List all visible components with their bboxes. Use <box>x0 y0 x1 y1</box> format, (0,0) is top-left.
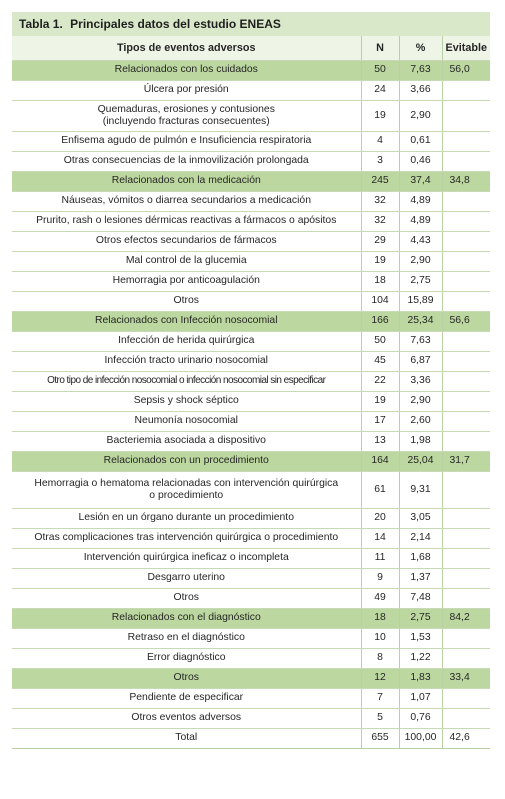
category-row <box>12 60 490 80</box>
cell-pct: 7,63 <box>399 331 442 351</box>
cell-n: 20 <box>361 508 399 528</box>
cell-type <box>12 60 361 80</box>
table-row <box>12 588 490 608</box>
cell-n: 166 <box>361 311 399 331</box>
category-row <box>12 171 490 191</box>
table-row <box>12 331 490 351</box>
cell-type <box>12 548 361 568</box>
cell-type <box>12 668 361 688</box>
cell-type <box>12 131 361 151</box>
cell-evitable <box>442 628 490 648</box>
cell-pct: 1,37 <box>399 568 442 588</box>
table-row <box>12 431 490 451</box>
table-row <box>12 391 490 411</box>
cell-evitable: 56,0 <box>442 60 490 80</box>
cell-pct: 9,31 <box>399 471 442 508</box>
cell-n: 11 <box>361 548 399 568</box>
cell-pct: 4,43 <box>399 231 442 251</box>
category-row <box>12 608 490 628</box>
event-label: Náuseas, vómitos o diarrea secundarios a medicación <box>61 195 311 206</box>
event-label-line2: (incluyendo fracturas consecuentes) <box>102 115 270 127</box>
header-evitable: Evitable <box>442 36 490 60</box>
event-label: Úlcera por presión <box>143 84 229 95</box>
table-body <box>12 60 490 748</box>
cell-evitable <box>442 391 490 411</box>
cell-pct: 37,4 <box>399 171 442 191</box>
cell-pct: 4,89 <box>399 191 442 211</box>
cell-pct: 2,90 <box>399 391 442 411</box>
cell-n: 164 <box>361 451 399 471</box>
cell-evitable <box>442 100 490 131</box>
cell-evitable <box>442 528 490 548</box>
cell-evitable: 34,8 <box>442 171 490 191</box>
cell-type <box>12 431 361 451</box>
table-row <box>12 211 490 231</box>
cell-n: 50 <box>361 331 399 351</box>
cell-type <box>12 688 361 708</box>
cell-pct: 15,89 <box>399 291 442 311</box>
cell-evitable <box>442 588 490 608</box>
table-row <box>12 151 490 171</box>
event-label: Total <box>175 732 198 743</box>
cell-evitable <box>442 131 490 151</box>
caption-title: Principales datos del estudio ENEAS <box>70 17 281 31</box>
table-row <box>12 548 490 568</box>
cell-type <box>12 80 361 100</box>
event-label: Prurito, rash o lesiones dérmicas reactivas a fármacos o apósitos <box>36 215 337 226</box>
event-label: Relacionados con el diagnóstico <box>111 612 261 623</box>
cell-type <box>12 728 361 748</box>
event-label: Error diagnóstico <box>146 652 226 663</box>
cell-n: 10 <box>361 628 399 648</box>
table-row <box>12 351 490 371</box>
event-label: Otros <box>173 295 199 306</box>
cell-evitable <box>442 231 490 251</box>
category-row <box>12 311 490 331</box>
table-row <box>12 568 490 588</box>
cell-type <box>12 311 361 331</box>
cell-type <box>12 391 361 411</box>
cell-type <box>12 648 361 668</box>
cell-type <box>12 171 361 191</box>
cell-type <box>12 151 361 171</box>
cell-pct: 25,04 <box>399 451 442 471</box>
cell-evitable: 84,2 <box>442 608 490 628</box>
cell-n: 45 <box>361 351 399 371</box>
cell-pct: 3,05 <box>399 508 442 528</box>
cell-pct: 1,98 <box>399 431 442 451</box>
cell-type <box>12 211 361 231</box>
cell-evitable <box>442 708 490 728</box>
cell-type <box>12 568 361 588</box>
header-pct: % <box>399 36 442 60</box>
event-label: Otros efectos secundarios de fármacos <box>95 235 277 246</box>
event-label: Retraso en el diagnóstico <box>127 632 245 643</box>
cell-evitable: 33,4 <box>442 668 490 688</box>
cell-type <box>12 331 361 351</box>
table-row <box>12 271 490 291</box>
cell-type <box>12 608 361 628</box>
cell-n: 22 <box>361 371 399 391</box>
cell-evitable <box>442 271 490 291</box>
event-label: Desgarro uterino <box>147 572 225 583</box>
event-label: Infección tracto urinario nosocomial <box>104 355 268 366</box>
cell-n: 24 <box>361 80 399 100</box>
adverse-events-table <box>12 36 490 749</box>
header-row <box>12 36 490 60</box>
cell-pct: 100,00 <box>399 728 442 748</box>
cell-type <box>12 231 361 251</box>
cell-pct: 25,34 <box>399 311 442 331</box>
cell-type <box>12 708 361 728</box>
cell-n: 32 <box>361 191 399 211</box>
cell-pct: 6,87 <box>399 351 442 371</box>
event-label: Enfisema agudo de pulmón e Insuficiencia respiratoria <box>61 135 312 146</box>
cell-evitable <box>442 351 490 371</box>
cell-n: 14 <box>361 528 399 548</box>
cell-pct: 1,07 <box>399 688 442 708</box>
cell-evitable <box>442 80 490 100</box>
event-label: Hemorragia o hematoma relacionadas con intervención quirúrgica <box>34 477 339 489</box>
cell-n: 12 <box>361 668 399 688</box>
category-row <box>12 668 490 688</box>
cell-pct: 0,61 <box>399 131 442 151</box>
cell-evitable <box>442 688 490 708</box>
cell-evitable <box>442 251 490 271</box>
table-row <box>12 528 490 548</box>
cell-pct: 2,14 <box>399 528 442 548</box>
event-label: Relacionados con Infección nosocomial <box>94 315 278 326</box>
table-row <box>12 100 490 131</box>
cell-evitable <box>442 211 490 231</box>
event-label: Otras consecuencias de la inmovilización prolongada <box>63 155 309 166</box>
table-row <box>12 131 490 151</box>
event-label: Mal control de la glucemia <box>125 255 247 266</box>
cell-type <box>12 508 361 528</box>
event-label: Otros eventos adversos <box>131 712 242 723</box>
table-row <box>12 80 490 100</box>
cell-evitable <box>442 548 490 568</box>
cell-pct: 2,90 <box>399 100 442 131</box>
cell-type <box>12 411 361 431</box>
category-row <box>12 451 490 471</box>
cell-type <box>12 528 361 548</box>
event-label: Relacionados con los cuidados <box>114 64 258 75</box>
event-label: Sepsis y shock séptico <box>133 395 239 406</box>
event-label: Otros <box>173 672 199 683</box>
cell-n: 655 <box>361 728 399 748</box>
event-label: Otro tipo de infección nosocomial o infección nosocomial sin especificar <box>47 375 326 386</box>
cell-pct: 2,75 <box>399 608 442 628</box>
cell-evitable <box>442 151 490 171</box>
cell-n: 4 <box>361 131 399 151</box>
event-label: Infección de herida quirúrgica <box>118 335 255 346</box>
cell-pct: 0,46 <box>399 151 442 171</box>
cell-type <box>12 628 361 648</box>
cell-pct: 1,22 <box>399 648 442 668</box>
cell-type <box>12 291 361 311</box>
cell-n: 7 <box>361 688 399 708</box>
cell-pct: 0,76 <box>399 708 442 728</box>
table-caption <box>12 12 490 36</box>
table-row <box>12 708 490 728</box>
cell-pct: 3,36 <box>399 371 442 391</box>
cell-n: 19 <box>361 251 399 271</box>
cell-evitable <box>442 648 490 668</box>
cell-pct: 1,83 <box>399 668 442 688</box>
cell-n: 32 <box>361 211 399 231</box>
table-row <box>12 471 490 508</box>
cell-n: 49 <box>361 588 399 608</box>
cell-evitable <box>442 291 490 311</box>
cell-evitable <box>442 471 490 508</box>
cell-pct: 1,68 <box>399 548 442 568</box>
cell-type <box>12 371 361 391</box>
cell-n: 50 <box>361 60 399 80</box>
cell-evitable <box>442 331 490 351</box>
cell-type <box>12 100 361 131</box>
event-label: Relacionados con un procedimiento <box>103 455 269 466</box>
cell-evitable <box>442 568 490 588</box>
event-label: Intervención quirúrgica ineficaz o incompleta <box>83 552 289 563</box>
cell-evitable: 31,7 <box>442 451 490 471</box>
cell-n: 19 <box>361 100 399 131</box>
cell-evitable: 42,6 <box>442 728 490 748</box>
cell-type <box>12 451 361 471</box>
table-row <box>12 191 490 211</box>
cell-n: 29 <box>361 231 399 251</box>
event-label: Bacteriemia asociada a dispositivo <box>106 435 266 446</box>
cell-pct: 4,89 <box>399 211 442 231</box>
cell-evitable <box>442 371 490 391</box>
cell-type <box>12 351 361 371</box>
cell-pct: 2,90 <box>399 251 442 271</box>
table-row <box>12 231 490 251</box>
event-label: Hemorragia por anticoagulación <box>112 275 260 286</box>
header-type: Tipos de eventos adversos <box>12 36 361 60</box>
event-label: Relacionados con la medicación <box>111 175 261 186</box>
event-label: Pendiente de especificar <box>129 692 244 703</box>
event-label: Otras complicaciones tras intervención quirúrgica o procedimiento <box>34 532 339 543</box>
cell-n: 104 <box>361 291 399 311</box>
cell-n: 245 <box>361 171 399 191</box>
cell-n: 3 <box>361 151 399 171</box>
event-label: Neumonía nosocomial <box>134 415 238 426</box>
cell-pct: 1,53 <box>399 628 442 648</box>
cell-pct: 3,66 <box>399 80 442 100</box>
cell-evitable <box>442 431 490 451</box>
table-container <box>12 12 490 749</box>
cell-type <box>12 191 361 211</box>
cell-evitable <box>442 411 490 431</box>
cell-type <box>12 271 361 291</box>
cell-evitable <box>442 508 490 528</box>
cell-type <box>12 588 361 608</box>
cell-evitable <box>442 191 490 211</box>
event-label: Quemaduras, erosiones y contusiones <box>97 103 275 115</box>
cell-evitable: 56,6 <box>442 311 490 331</box>
table-row <box>12 251 490 271</box>
table-row <box>12 371 490 391</box>
total-row <box>12 728 490 748</box>
cell-n: 18 <box>361 608 399 628</box>
table-row <box>12 291 490 311</box>
event-label: Lesión en un órgano durante un procedimiento <box>78 512 294 523</box>
cell-pct: 7,48 <box>399 588 442 608</box>
cell-n: 17 <box>361 411 399 431</box>
event-label: Otros <box>173 592 199 603</box>
table-row <box>12 628 490 648</box>
cell-type <box>12 471 361 508</box>
caption-label: Tabla 1. <box>19 17 63 31</box>
cell-n: 13 <box>361 431 399 451</box>
cell-type <box>12 251 361 271</box>
cell-n: 5 <box>361 708 399 728</box>
cell-pct: 2,75 <box>399 271 442 291</box>
cell-n: 9 <box>361 568 399 588</box>
cell-n: 18 <box>361 271 399 291</box>
table-row <box>12 688 490 708</box>
table-row <box>12 508 490 528</box>
table-row <box>12 648 490 668</box>
cell-pct: 7,63 <box>399 60 442 80</box>
header-n: N <box>361 36 399 60</box>
cell-n: 19 <box>361 391 399 411</box>
cell-pct: 2,60 <box>399 411 442 431</box>
table-row <box>12 411 490 431</box>
cell-n: 61 <box>361 471 399 508</box>
event-label-line2: o procedimiento <box>149 489 224 501</box>
cell-n: 8 <box>361 648 399 668</box>
